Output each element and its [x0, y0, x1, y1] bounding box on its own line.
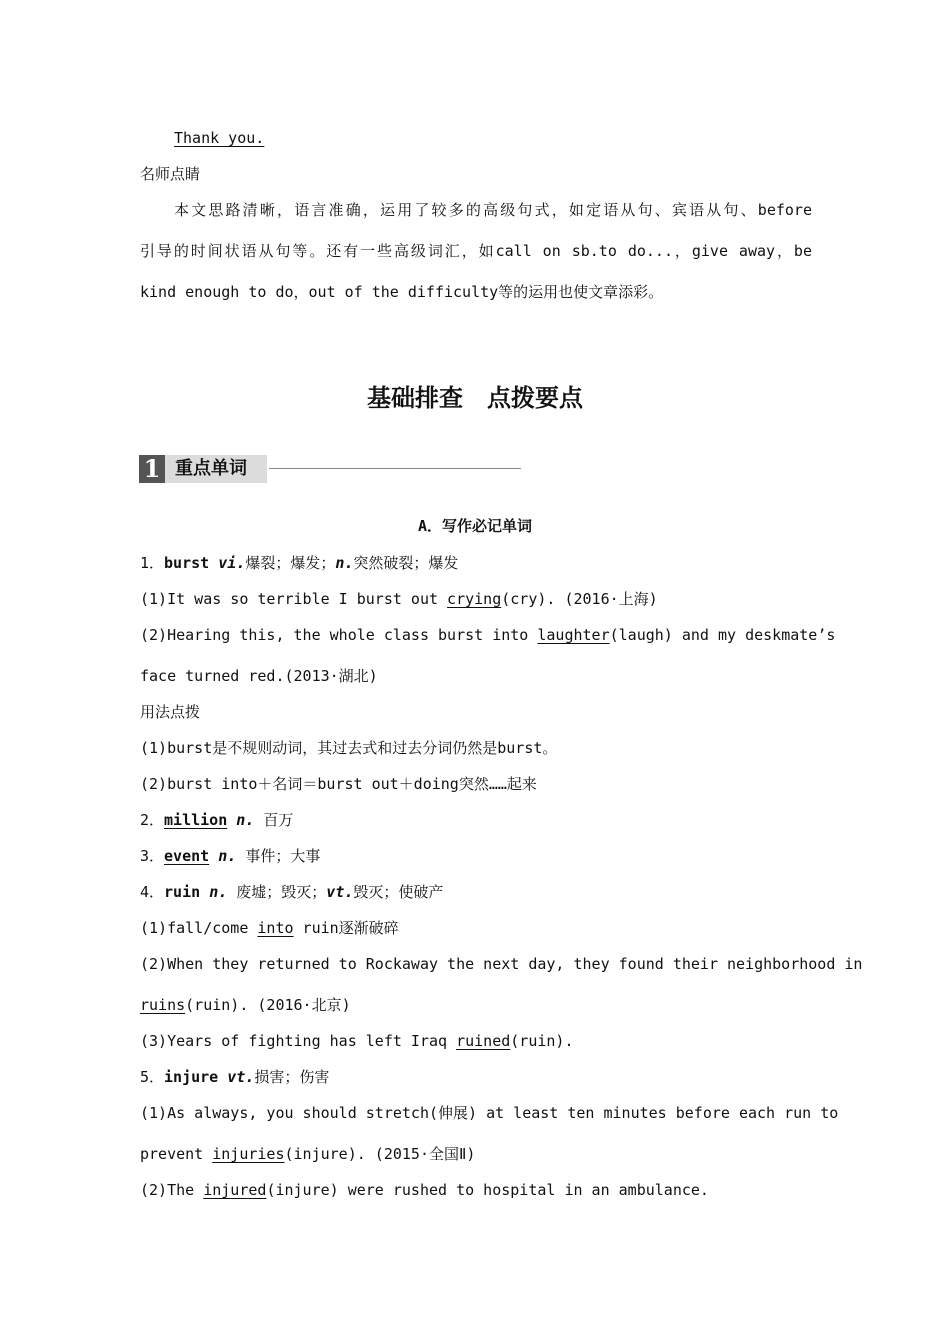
answer-text: into: [257, 919, 294, 937]
entry-def: 毁灭；使破产: [353, 883, 444, 901]
answer-text: laughter: [537, 626, 610, 644]
entry-def: 损害；伤害: [254, 1068, 330, 1086]
example-line: [140, 1031, 812, 1051]
entry-pos: n.: [236, 811, 255, 829]
entry-number: 2．: [140, 811, 165, 829]
comment-line-2: 引导的时间状语从句等。还有一些高级词汇，如call on sb.to do...，give away，be: [140, 242, 812, 260]
entry-def: 事件；大事: [245, 847, 321, 865]
example-line: [140, 1180, 812, 1200]
answer-text: million: [164, 811, 228, 829]
example-line: (2)When they returned to Rockaway the next day, they found their neighborhood in: [140, 955, 863, 973]
word-entry-injure: [140, 1067, 812, 1087]
example-text: (1)fall/come: [140, 919, 258, 937]
usage-line: (2)burst into＋名词＝burst out＋doing突然……起来: [140, 775, 537, 793]
entry-def: 爆裂；爆发；: [245, 554, 336, 572]
example-text: (cry). (2016·上海): [501, 590, 658, 608]
section-divider: [269, 468, 521, 469]
example-text: ruin逐渐破碎: [293, 919, 399, 937]
comment-label: 名师点睛: [140, 165, 201, 183]
answer-text: ruins: [140, 996, 186, 1014]
entry-def: 废墟；毁灭；: [236, 883, 327, 901]
entry-pos: n.: [209, 883, 228, 901]
answer-text: injuries: [212, 1145, 285, 1163]
example-text: (3)Years of fighting has left Iraq: [140, 1032, 457, 1050]
answer-text: crying: [447, 590, 502, 608]
word-entry-burst: [140, 553, 812, 573]
word-entry-ruin: [140, 882, 812, 902]
example-text: prevent: [140, 1145, 213, 1163]
example-text: (2)The: [140, 1181, 204, 1199]
example-text: (ruin). (2016·北京): [185, 996, 351, 1014]
entry-pos: vt.: [326, 883, 354, 901]
example-line: face turned red.(2013·湖北): [140, 667, 378, 685]
example-line: [140, 589, 812, 609]
heading-right: 点拨要点: [487, 384, 583, 412]
example-line: [140, 625, 836, 645]
example-text: (injure). (2015·全国Ⅱ): [284, 1145, 476, 1163]
example-line: [140, 918, 812, 938]
entry-number: 5．: [140, 1068, 165, 1086]
subheading: A．写作必记单词: [417, 517, 533, 535]
example-line: (1)As always, you should stretch(伸展) at least ten minutes before each run to: [140, 1104, 839, 1122]
entry-pos: vt.: [227, 1068, 255, 1086]
example-text: (ruin).: [510, 1032, 574, 1050]
section-number: 1: [139, 455, 165, 483]
answer-text: ruined: [456, 1032, 511, 1050]
entry-pos: n.: [335, 554, 354, 572]
entry-def: 突然破裂；爆发: [353, 554, 459, 572]
example-line: [140, 995, 812, 1015]
entry-number: 3．: [140, 847, 165, 865]
entry-word: injure: [164, 1068, 219, 1086]
example-text: (1)It was so terrible I burst out: [140, 590, 448, 608]
entry-pos: vi.: [218, 554, 246, 572]
closing-text: Thank you.: [174, 129, 265, 147]
page-heading: [0, 378, 950, 413]
usage-label: 用法点拨: [140, 703, 201, 721]
comment-line-3: kind enough to do，out of the difficulty等的运用也使文章添彩。: [140, 283, 664, 301]
example-line: [140, 1144, 812, 1164]
usage-line: (1)burst是不规则动词，其过去式和过去分词仍然是burst。: [140, 739, 558, 757]
example-text: (2)Hearing this, the whole class burst into: [140, 626, 538, 644]
entry-word: burst: [164, 554, 210, 572]
entry-number: 1．: [140, 554, 165, 572]
answer-text: injured: [203, 1181, 267, 1199]
answer-text: event: [164, 847, 210, 865]
entry-number: 4．: [140, 883, 165, 901]
comment-line-1: 本文思路清晰，语言准确，运用了较多的高级句式，如定语从句、宾语从句、before: [174, 201, 812, 219]
example-text: (laugh) and my deskmate’s: [609, 626, 836, 644]
entry-word: ruin: [164, 883, 201, 901]
heading-left: 基础排查: [367, 384, 463, 412]
word-entry-million: [140, 810, 812, 830]
entry-def: 百万: [263, 811, 294, 829]
entry-pos: n.: [218, 847, 237, 865]
example-text: (injure) were rushed to hospital in an ambulance.: [266, 1181, 709, 1199]
closing-line: [174, 128, 846, 148]
word-entry-event: [140, 846, 812, 866]
section-title: 重点单词: [165, 455, 267, 483]
